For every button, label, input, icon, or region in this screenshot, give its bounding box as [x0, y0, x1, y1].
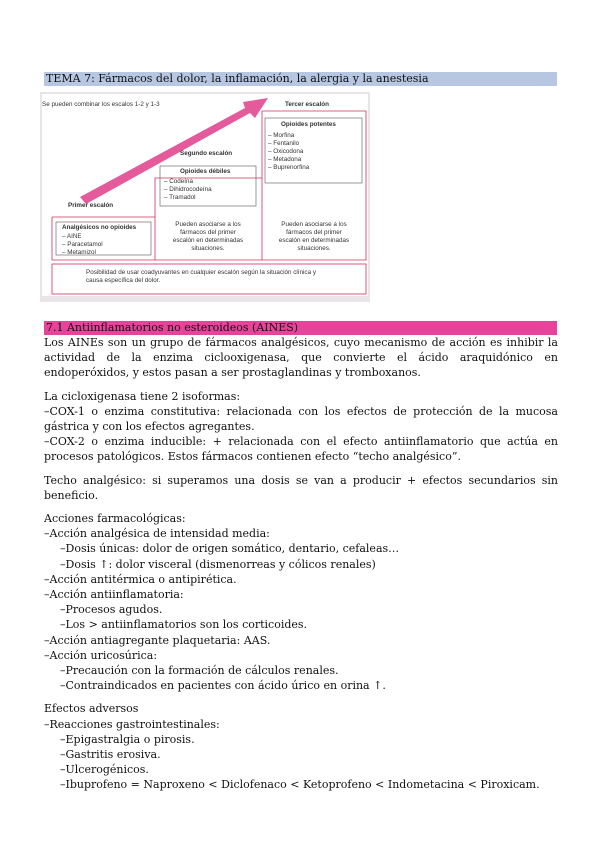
page-title: TEMA 7: Fármacos del dolor, la inflamación, la alergia y la anestesia — [44, 72, 557, 86]
step2-item: – Tramadol — [164, 194, 196, 201]
list-item: –Procesos agudos. — [60, 603, 163, 617]
combine-note: Se pueden combinar los escalos 1-2 y 1-3 — [42, 101, 160, 108]
figure-footer: Posibilidad de usar coadyuvantes en cualquier escalón según la situación clínica y causa específica del dolor. — [86, 269, 316, 284]
analgesic-ladder-figure — [40, 92, 370, 302]
list-item: –Los > antiinflamatorios son los corticoides. — [60, 618, 308, 632]
step1-title: Primer escalón — [68, 202, 114, 209]
list-item: –Gastritis erosiva. — [60, 748, 161, 762]
step3-title: Tercer escalón — [285, 101, 329, 108]
list-item: –Epigastralgia o pirosis. — [60, 732, 195, 746]
step2-box-title: Opioides débiles — [180, 168, 231, 175]
list-item: –Acción antiagregante plaquetaria: AAS. — [44, 633, 271, 647]
cox1-paragraph: –COX-1 o enzima constitutiva: relacionada con los efectos de protección de la mucosa gástrica y con los efectos agregantes. — [44, 404, 558, 434]
step1-item: – Metamizol — [62, 249, 96, 256]
step1-item: – AINE — [62, 233, 82, 240]
list-item: –Acción uricosúrica: — [44, 648, 158, 662]
techo-paragraph: Techo analgésico: si superamos una dosis se van a producir + efectos secundarios sin beneficio. — [44, 473, 558, 502]
step3-item: – Oxicodona — [268, 148, 304, 155]
list-item: –Precaución con la formación de cálculos renales. — [60, 664, 339, 678]
step3-note: Pueden asociarse a los fármacos del primer escalón en determinadas situaciones. — [278, 221, 350, 252]
step2-item: – Dihidrocodeína — [164, 186, 212, 193]
efectos-title: Efectos adversos — [44, 702, 139, 716]
list-item: –Dosis únicas: dolor de origen somático, dentario, cefaleas… — [60, 542, 400, 556]
list-item: –Ibuprofeno = Naproxeno < Diclofenaco < Ketoprofeno < Indometacina < Piroxicam. — [60, 778, 540, 792]
step2-item: – Codeína — [164, 178, 194, 185]
cox2-paragraph: –COX-2 o enzima inducible: + relacionada con el efecto antiinflamatorio que actúa en procesos patológicos. Estos fármacos contienen efecto “techo analgésico”. — [44, 435, 558, 464]
list-item: –Acción antitérmica o antipirética. — [44, 572, 237, 586]
acciones-list — [44, 526, 558, 693]
step3-item: – Fentanilo — [268, 140, 300, 147]
step3-box-title: Opioides potentes — [281, 121, 336, 128]
acciones-title: Acciones farmacológicas: — [44, 512, 186, 526]
section-title: 7.1 Antiinflamatorios no esteroideos (AINES) — [44, 321, 557, 335]
list-item: –Dosis ↑: dolor visceral (dismenorreas y cólicos renales) — [60, 557, 376, 571]
step1-box-title: Analgésicos no opioides — [62, 224, 137, 231]
intro-paragraph: Los AINEs son un grupo de fármacos analgésicos, cuyo mecanismo de acción es inhibir la actividad de la enzima ciclooxigenasa, que convierte el ácido araquidónico en endoperóxidos, y estos pasan a ser prostaglandinas y tromboxanos. — [44, 336, 558, 380]
body-content — [44, 335, 558, 793]
step1-item: – Paracetamol — [62, 241, 103, 248]
step3-item: – Morfina — [268, 132, 295, 139]
step3-item: – Metadona — [268, 156, 302, 163]
list-item: –Acción antiinflamatoria: — [44, 588, 184, 602]
step2-title: Segundo escalón — [180, 150, 233, 157]
efectos-list — [44, 717, 558, 793]
step2-note: Pueden asociarse a los fármacos del primer escalón en determinadas situaciones. — [172, 221, 244, 252]
step3-item: – Buprenorfina — [268, 164, 310, 171]
list-item: –Ulcerogénicos. — [60, 763, 149, 777]
list-item: –Contraindicados en pacientes con ácido úrico en orina ↑. — [60, 679, 386, 693]
list-item: –Acción analgésica de intensidad media: — [44, 527, 270, 541]
list-item: –Reacciones gastrointestinales: — [44, 717, 220, 731]
cox-intro: La cicloxigenasa tiene 2 isoformas: — [44, 389, 241, 403]
